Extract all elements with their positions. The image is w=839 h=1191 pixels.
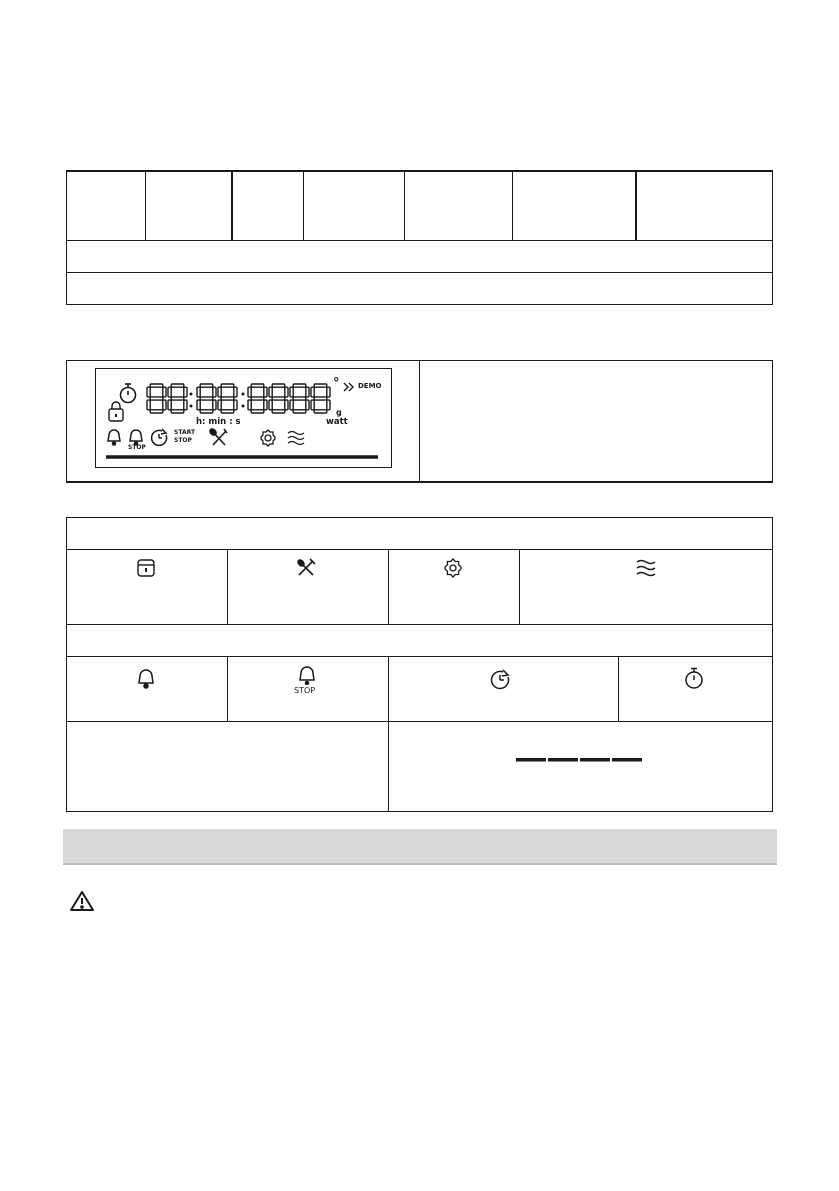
- lcd-degree: °: [333, 376, 340, 391]
- lcd-watt-label: watt: [326, 417, 348, 427]
- lcd-hms-label: h: min : s: [196, 417, 241, 427]
- bell-icon: [136, 668, 156, 690]
- lock-icon: [136, 558, 156, 578]
- gear-icon: [443, 558, 463, 578]
- segment-bar-piece: [516, 758, 546, 762]
- segment-bar-piece: [580, 758, 610, 762]
- steam-icon: [635, 558, 657, 578]
- lcd-digit: [147, 384, 166, 413]
- section-banner: [63, 829, 777, 865]
- lcd-demo-label: DEMO: [358, 382, 382, 390]
- lcd-digit: [218, 384, 237, 413]
- bell-stop-icon: [297, 665, 317, 685]
- lcd-digit: [248, 384, 267, 413]
- segment-bar: [514, 756, 646, 764]
- lcd-stop-label: STOP: [128, 444, 146, 451]
- segment-bar-piece: [548, 758, 578, 762]
- lcd-digit: [269, 384, 288, 413]
- warning-icon: [68, 889, 96, 913]
- lcd-g-label: g: [336, 408, 342, 417]
- lcd-display: [95, 368, 392, 468]
- lcd-start-label: START: [174, 429, 196, 436]
- stopwatch-icon: [684, 667, 704, 689]
- lcd-digit: [290, 384, 309, 413]
- lcd-start-stop-label: STOP: [174, 437, 192, 444]
- bell-stop-label: STOP: [294, 686, 316, 695]
- lcd-digit: [197, 384, 216, 413]
- lcd-digit: [168, 384, 187, 413]
- segment-bar-piece: [612, 758, 642, 762]
- delayed-start-icon: [490, 668, 512, 690]
- cutlery-icon: [296, 558, 316, 578]
- lcd-digit: [311, 384, 330, 413]
